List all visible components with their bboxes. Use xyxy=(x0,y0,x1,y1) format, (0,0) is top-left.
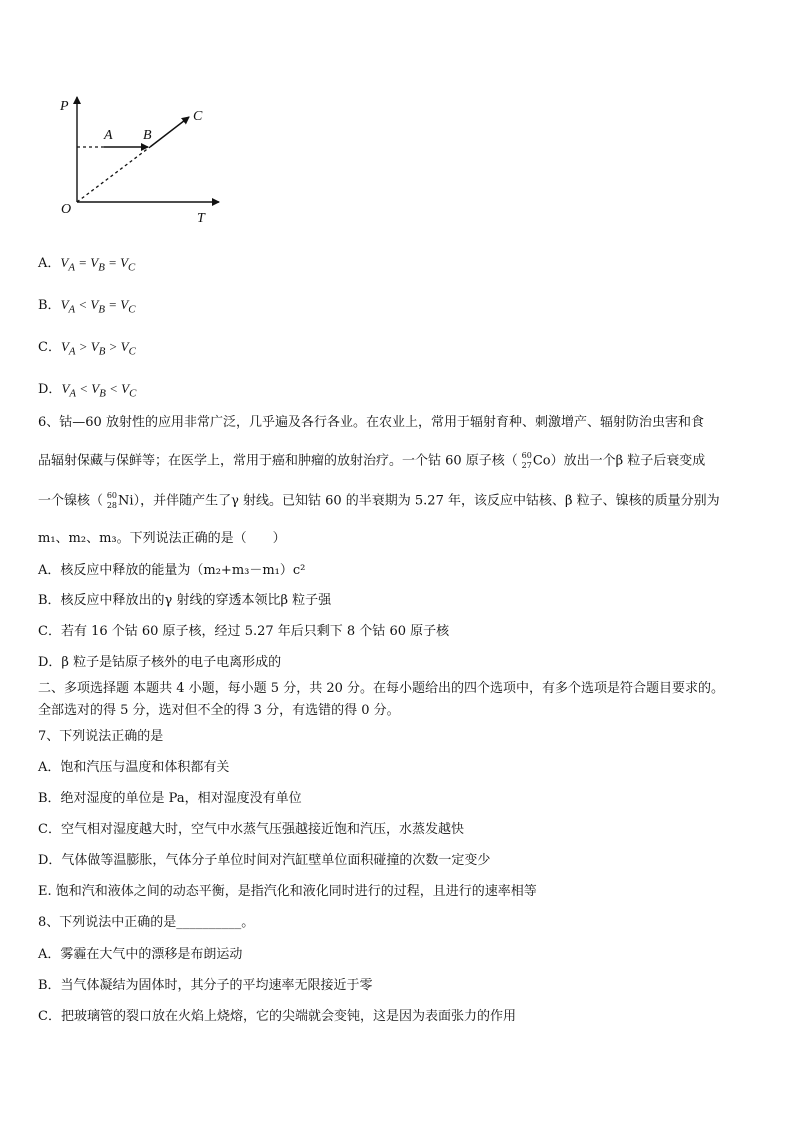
q5-option-a: A．$V_A = V_B = V_C$ xyxy=(38,255,136,274)
label-o: O xyxy=(61,202,72,217)
q6-stem-line4: m₁、m₂、m₃。下列说法正确的是（ ） xyxy=(38,531,286,546)
q7-stem: 7、下列说法正确的是 xyxy=(38,729,164,744)
q6-stem-line1: 6、钴—60 放射性的应用非常广泛，几乎遍及各行各业。在农业上，常用于辐射育种、刺激增产、辐射防治虫害和食 xyxy=(38,415,704,430)
label-t: T xyxy=(197,211,205,226)
q7-option-e: E. 饱和汽和液体之间的动态平衡，是指汽化和液化同时进行的过程，且进行的速率相等 xyxy=(38,884,537,899)
section2-heading-line1: 二、多项选择题 本题共 4 小题，每小题 5 分，共 20 分。在每小题给出的四个选项中，有多个选项是符合题目要求的。 xyxy=(38,681,725,696)
q6-option-a: A．核反应中释放的能量为（m₂+m₃－m₁）c² xyxy=(38,563,306,578)
pt-graph xyxy=(52,92,232,227)
q6-option-b: B．核反应中释放出的γ 射线的穿透本领比β 粒子强 xyxy=(38,593,332,608)
q6-option-d: D．β 粒子是钴原子核外的电子电离形成的 xyxy=(38,655,282,670)
cobalt-nuclide: 60 27 xyxy=(521,451,532,470)
q5-option-c: C．$V_A > V_B > V_C$ xyxy=(38,339,136,358)
q8-option-b: B．当气体凝结为固体时，其分子的平均速率无限接近于零 xyxy=(38,978,373,993)
q5-option-a-expr: $V_A = V_B = V_C$ xyxy=(60,255,136,274)
label-c: C xyxy=(193,109,203,124)
q5-option-b: B．$V_A < V_B = V_C$ xyxy=(38,297,136,316)
q7-option-c: C．空气相对湿度越大时，空气中水蒸气压强越接近饱和汽压，水蒸发越快 xyxy=(38,822,464,837)
q5-option-c-expr: $V_A > V_B > V_C$ xyxy=(60,339,136,358)
q6-stem-line2: 品辐射保藏与保鲜等；在医学上，常用于癌和肿瘤的放射治疗。一个钴 60 原子核（ 60 27 Co）放出一个β 粒子后衰变成 xyxy=(38,451,706,470)
process-bc xyxy=(150,117,189,147)
q5-option-d-expr: $V_A < V_B < V_C$ xyxy=(61,381,137,400)
section2-heading-line2: 全部选对的得 5 分，选对但不全的得 3 分，有选错的得 0 分。 xyxy=(38,703,400,718)
label-p: P xyxy=(60,99,69,114)
q5-option-d: D．$V_A < V_B < V_C$ xyxy=(38,381,137,400)
nickel-nuclide: 60 28 xyxy=(106,491,118,510)
q8-option-c: C．把玻璃管的裂口放在火焰上烧熔，它的尖端就会变钝，这是因为表面张力的作用 xyxy=(38,1009,516,1024)
q6-option-c: C．若有 16 个钴 60 原子核，经过 5.27 年后只剩下 8 个钴 60 原子核 xyxy=(38,624,450,639)
dashed-origin-line xyxy=(77,147,150,202)
q8-stem: 8、下列说法中正确的是__________。 xyxy=(38,915,255,930)
q7-option-a: A．饱和汽压与温度和体积都有关 xyxy=(38,760,230,775)
label-b: B xyxy=(143,128,152,143)
q7-option-d: D．气体做等温膨胀，气体分子单位时间对汽缸壁单位面积碰撞的次数一定变少 xyxy=(38,853,491,868)
q7-option-b: B．绝对湿度的单位是 Pa，相对湿度没有单位 xyxy=(38,791,302,806)
q5-option-b-expr: $V_A < V_B = V_C$ xyxy=(60,297,136,316)
q6-stem-line3: 一个镍核（ 60 28 Ni），并伴随产生了γ 射线。已知钴 60 的半衰期为 5.27 年，该反应中钴核、β 粒子、镍核的质量分别为 xyxy=(38,491,720,510)
q8-option-a: A．雾霾在大气中的漂移是布朗运动 xyxy=(38,947,243,962)
label-a: A xyxy=(104,128,113,143)
